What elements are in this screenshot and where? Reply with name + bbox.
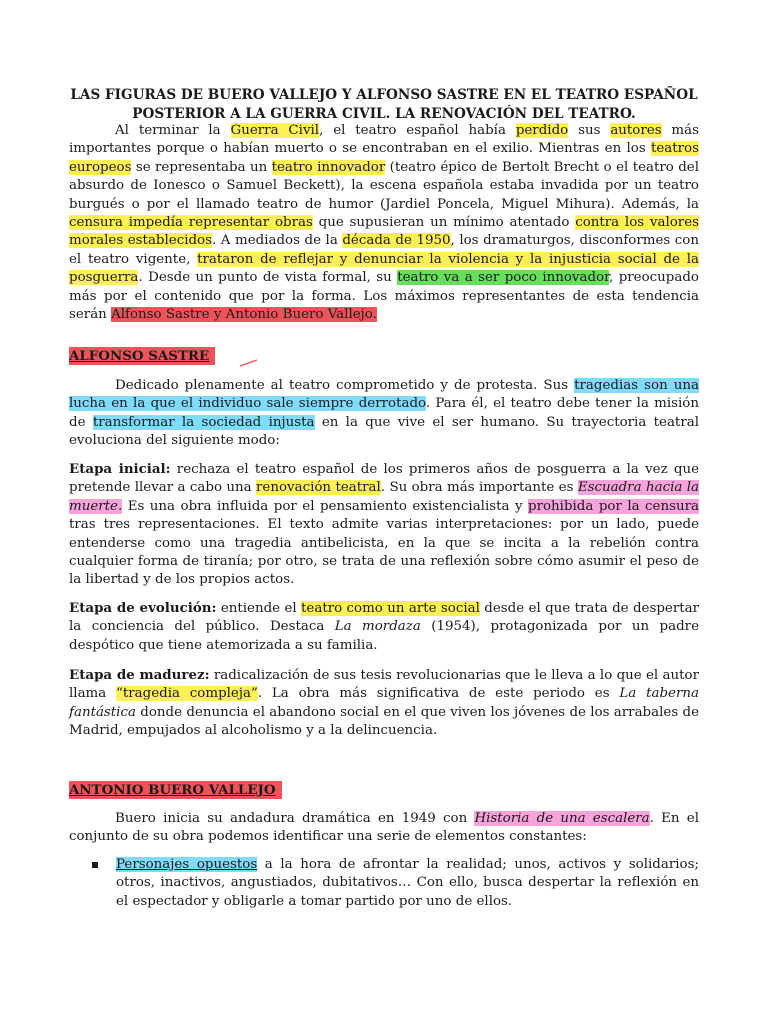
text-run: (teatro épico de Bertolt Brecht o el teatro del absurdo de Ionesco o Samuel Beckett), la escena española estaba invadida por un teatro burgués o por el llamado teatro de humor (Jardiel Poncela, Miguel Mihura). Además, la	[69, 159, 699, 212]
intro-paragraph	[69, 122, 699, 324]
title-line-1: LAS FIGURAS DE BUERO VALLEJO Y ALFONSO SASTRE EN EL TEATRO ESPAÑOL	[70, 87, 698, 103]
text-run: . A mediados de la	[212, 233, 343, 249]
highlight-denunciar-violencia: trataron de reflejar y denunciar la violencia y la injusticia social de la posguerra	[69, 251, 699, 286]
etapa-inicial-paragraph	[69, 460, 699, 590]
text-run: que supusieran un mínimo atentado	[312, 215, 576, 231]
highlight-decada-1950: década de 1950	[342, 233, 451, 249]
text-run: donde denuncia el abandono social en el que viven los jóvenes de los arrabales de Madrid, empujados al alcoholismo y a la delincuencia.	[69, 704, 699, 739]
text-run: Dedicado plenamente al teatro comprometido y de protesta. Sus	[115, 378, 575, 393]
etapa-madurez-paragraph	[69, 666, 699, 741]
heading-antonio-buero-vallejo: ANTONIO BUERO VALLEJO	[69, 781, 282, 799]
highlight-tragedia-compleja: “tragedia compleja”	[116, 686, 258, 702]
highlight-personajes-opuestos: Personajes opuestos	[116, 857, 258, 872]
text-run: . En el conjunto de su obra podemos identificar una serie de elementos constantes:	[69, 811, 699, 845]
text-run: a la hora de afrontar la realidad; unos, activos y solidarios; otros, inactivos, angustiados, dubitativos… Con ello, busca despertar la reflexión en el espectador y obligarle a tomar partido por uno de ellos.	[116, 857, 699, 909]
label-etapa-inicial: Etapa inicial:	[69, 461, 171, 477]
text-run: tras tres representaciones. El texto admite varias interpretaciones: por un lado, puede entenderse como una tragedia antibelicista, en la que se incita a la rebelión contra cualquier forma de tiranía; por otro, se trata de una reflexión sobre cómo asumir el peso de la libertad y de los propios actos.	[69, 517, 699, 588]
work-title-la-mordaza: La mordaza	[334, 619, 421, 635]
title-line-2: POSTERIOR A LA GUERRA CIVIL. LA RENOVACIÓN DEL TEATRO.	[132, 106, 636, 122]
text-run: en la que vive el ser humano. Su trayectoria teatral evoluciona del siguiente modo:	[69, 414, 699, 449]
pen-stroke-mark	[238, 358, 260, 368]
heading-alfonso-sastre: ALFONSO SASTRE	[69, 347, 215, 365]
highlight-renovacion-teatral: renovación teatral	[256, 480, 381, 496]
text-run: (1954), protagonizada por un padre despótico que tiene atemorizada a su familia.	[69, 619, 699, 653]
text-run: rechaza el teatro español de los primeros años de posguerra a la vez que pretende llevar a cabo una	[69, 462, 699, 496]
highlight-escuadra-muerte: Escuadra hacia la muerte.	[69, 480, 699, 514]
text-run: . Su obra más importante es	[380, 480, 578, 496]
highlight-tragedias: tragedias son una lucha en la que el individuo sale siempre derrotado	[69, 378, 699, 412]
label-etapa-madurez: Etapa de madurez:	[69, 667, 210, 683]
text-run: Al terminar la	[115, 123, 231, 138]
text-run: . Para él, el teatro debe tener la misión de	[69, 396, 699, 430]
sastre-intro-paragraph	[69, 377, 699, 451]
text-run: , los dramaturgos, disconformes con el teatro vigente,	[69, 233, 699, 267]
text-run: entiende el	[216, 601, 302, 616]
constant-elements-list	[92, 856, 699, 911]
highlight-representantes: Alfonso Sastre y Antonio Buero Vallejo.	[111, 307, 377, 323]
buero-intro-paragraph	[69, 810, 699, 847]
label-etapa-evolucion: Etapa de evolución:	[69, 600, 217, 616]
etapa-evolucion-paragraph	[69, 599, 699, 655]
text-run: más importantes porque o habían muerto o se encontraban en el exilio. Mientras en los	[69, 123, 699, 157]
text-run: radicalización de sus tesis revolucionarias que le lleva a lo que el autor llama	[69, 668, 699, 702]
list-item	[92, 856, 699, 911]
text-run: se representaba un	[131, 159, 272, 175]
highlight-guerra-civil: Guerra Civil	[230, 123, 320, 138]
text-run: . Desde un punto de vista formal, su	[138, 270, 398, 286]
highlight-autores: autores	[610, 123, 662, 138]
text-run: . La obra más significativa de este periodo es	[257, 686, 620, 702]
text-run: sus	[568, 123, 611, 138]
highlight-transformar-sociedad: transformar la sociedad injusta	[92, 414, 315, 430]
document-title	[60, 86, 708, 124]
text-run: , preocupado más por el contenido que por la forma. Los máximos representantes de esta tendencia serán	[69, 270, 699, 323]
highlight-valores-morales: contra los valores morales establecidos	[69, 215, 700, 249]
highlight-poco-innovador: teatro va a ser poco innovador	[397, 270, 610, 286]
text-run: , el teatro español había	[319, 123, 516, 138]
highlight-prohibida-censura: prohibida por la censura	[528, 498, 699, 514]
text-run: Es una obra influida por el pensamiento existencialista y	[122, 498, 528, 514]
highlight-arte-social: teatro como un arte social	[301, 601, 480, 616]
text-run: Buero inicia su andadura dramática en 1949 con	[115, 811, 475, 826]
highlight-teatro-innovador: teatro innovador	[271, 159, 386, 175]
highlight-perdido: perdido	[515, 123, 569, 138]
square-bullet-icon	[92, 862, 98, 868]
work-title-la-taberna-fantastica: La taberna fantástica	[69, 686, 699, 720]
text-run: desde el que trata de despertar la conciencia del público. Destaca	[69, 601, 700, 635]
highlight-historia-escalera: Historia de una escalera	[474, 811, 650, 826]
highlight-censura: censura impedía representar obras	[69, 215, 313, 231]
highlight-teatros-europeos: teatros europeos	[69, 141, 699, 175]
